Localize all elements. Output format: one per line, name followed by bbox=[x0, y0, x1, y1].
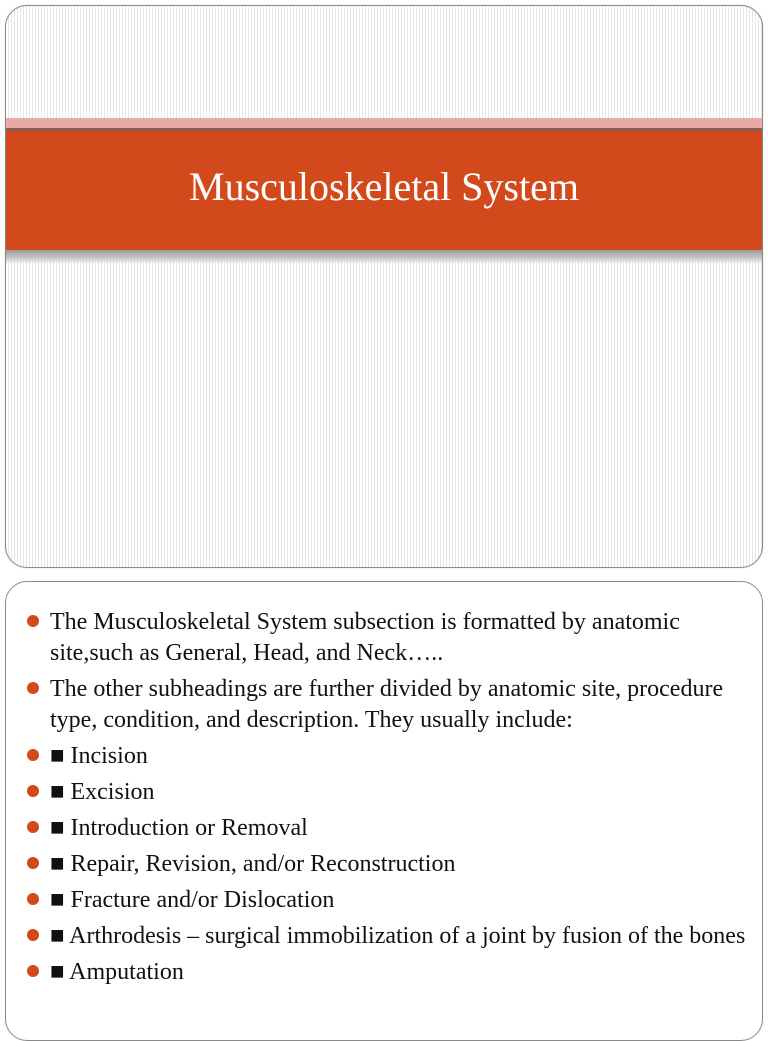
bullet-dot-icon bbox=[27, 749, 39, 761]
bullet-item bbox=[6, 813, 752, 844]
bullet-text: The other subheadings are further divided by anatomic site, procedure type, condition, and description. They usually include: bbox=[50, 676, 724, 733]
bullet-dot-icon bbox=[27, 615, 39, 627]
bullet-dot-icon bbox=[27, 785, 39, 797]
bullet-text: ■ Arthrodesis – surgical immobilization of a joint by fusion of the bones bbox=[50, 923, 746, 949]
bullet-text: The Musculoskeletal System subsection is formatted by anatomic site,such as General, Head, and Neck….. bbox=[50, 609, 680, 666]
bullet-text: ■ Fracture and/or Dislocation bbox=[50, 887, 335, 913]
bullet-item bbox=[6, 607, 752, 669]
bullet-text: ■ Amputation bbox=[50, 959, 184, 985]
title-slide bbox=[5, 5, 763, 568]
slide-title: Musculoskeletal System bbox=[189, 163, 579, 209]
bullet-dot-icon bbox=[27, 965, 39, 977]
bullet-dot-icon bbox=[27, 893, 39, 905]
bullet-dot-icon bbox=[27, 929, 39, 941]
bullet-dot-icon bbox=[27, 682, 39, 694]
bullet-text: ■ Incision bbox=[50, 743, 148, 769]
bullet-text: ■ Introduction or Removal bbox=[50, 815, 308, 841]
title-banner bbox=[6, 132, 762, 250]
bullet-item bbox=[6, 921, 752, 952]
bullet-item bbox=[6, 957, 752, 988]
bullet-item bbox=[6, 849, 752, 880]
bullet-item bbox=[6, 885, 752, 916]
bullet-text: ■ Excision bbox=[50, 779, 155, 805]
bullet-item bbox=[6, 741, 752, 772]
title-band-bottom-shadow bbox=[6, 250, 762, 264]
bullet-dot-icon bbox=[27, 821, 39, 833]
bullet-text: ■ Repair, Revision, and/or Reconstruction bbox=[50, 851, 456, 877]
bullet-item bbox=[6, 777, 752, 808]
bullet-list bbox=[6, 607, 752, 993]
bullet-item bbox=[6, 674, 752, 736]
content-slide bbox=[5, 581, 763, 1041]
title-band-top-stripe bbox=[6, 118, 762, 128]
bullet-dot-icon bbox=[27, 857, 39, 869]
